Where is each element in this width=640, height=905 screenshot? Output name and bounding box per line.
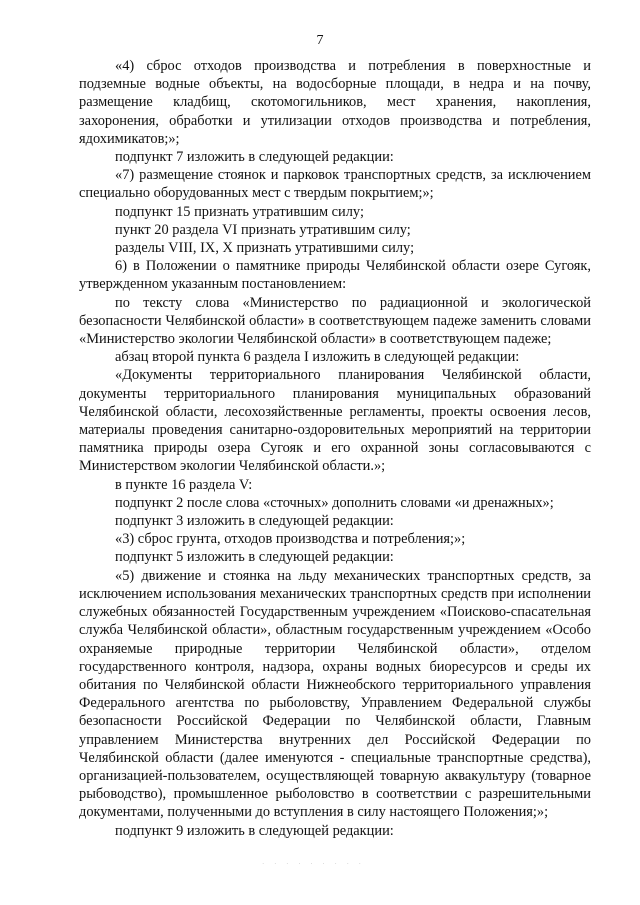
page-number: 7 — [316, 33, 324, 48]
paragraph: пункт 20 раздела VI признать утратившим силу; — [115, 221, 411, 238]
paragraph: 6) в Положении о памятнике природы Челябинской области озере Сугояк, утвержденном указанным постановлением: — [79, 258, 591, 293]
paragraph: в пункте 16 раздела V: — [115, 476, 253, 493]
document-body — [79, 57, 591, 840]
paragraph: абзац второй пункта 6 раздела I изложить в следующей редакции: — [115, 349, 520, 366]
paragraph: «7) размещение стоянок и парковок транспортных средств, за исключением специально оборудованных мест с твердым покрытием;»; — [79, 167, 591, 202]
paragraph: подпункт 15 признать утратившим силу; — [115, 203, 364, 220]
paragraph: подпункт 3 изложить в следующей редакции: — [115, 513, 394, 530]
scan-artifact: · · · · · · · · · — [262, 860, 365, 868]
paragraph: подпункт 2 после слова «сточных» дополнить словами «и дренажных»; — [115, 494, 554, 511]
paragraph: «3) сброс грунта, отходов производства и потребления;»; — [115, 531, 466, 548]
paragraph: по тексту слова «Министерство по радиационной и экологической безопасности Челябинской области» в соответствующем падеже заменить словами «Министерство экологии Челябинской области» в соответствующем падеже; — [79, 294, 591, 348]
paragraph: «5) движение и стоянка на льду механических транспортных средств, за исключением использования механических транспортных средств при исполнении служебных обязанностей Государственным учреждением «Поисково-спасательная служба Челябинской области», областным государственным учреждением «Особо охраняемые природные территории Челябинской области», отделом государственного контроля, надзора, охраны водных биоресурсов и среды их обитания по Челябинской области Нижнеобского территориального управления Федерального агентства по рыболовству, Управлением Федеральной службы безопасности Российской Федерации по Челябинской области, Главным управлением Министерства внутренних дел Российской Федерации по Челябинской области (далее именуются - специальные транспортные средства), организацией-пользователем, осуществляющей товарную аквакультуру (товарное рыбоводство), промышленное рыболовство в соответствии с разрешительными документами, полученными до вступления в силу настоящего Положения;»; — [79, 567, 591, 821]
paragraph: подпункт 9 изложить в следующей редакции: — [115, 822, 394, 839]
paragraph: «4) сброс отходов производства и потребления в поверхностные и подземные водные объекты, на водосборные площади, в недра и на почву, размещение кладбищ, скотомогильников, мест хранения, накопления, захоронения, обработки и утилизации отходов производства и потребления, ядохимикатов;»; — [79, 58, 591, 147]
paragraph: подпункт 7 изложить в следующей редакции: — [115, 149, 394, 166]
paragraph: «Документы территориального планирования Челябинской области, документы территориального планирования муниципальных образований Челябинской области, лесохозяйственные регламенты, проекты освоения лесов, материалы проведения санитарно-оздоровительных мероприятий на территории памятника природы озера Сугояк и его охранной зоны согласовываются с Министерством экологии Челябинской области.»; — [79, 367, 591, 475]
paragraph: разделы VIII, IX, X признать утратившими силу; — [115, 240, 415, 257]
paragraph: подпункт 5 изложить в следующей редакции: — [115, 549, 394, 566]
